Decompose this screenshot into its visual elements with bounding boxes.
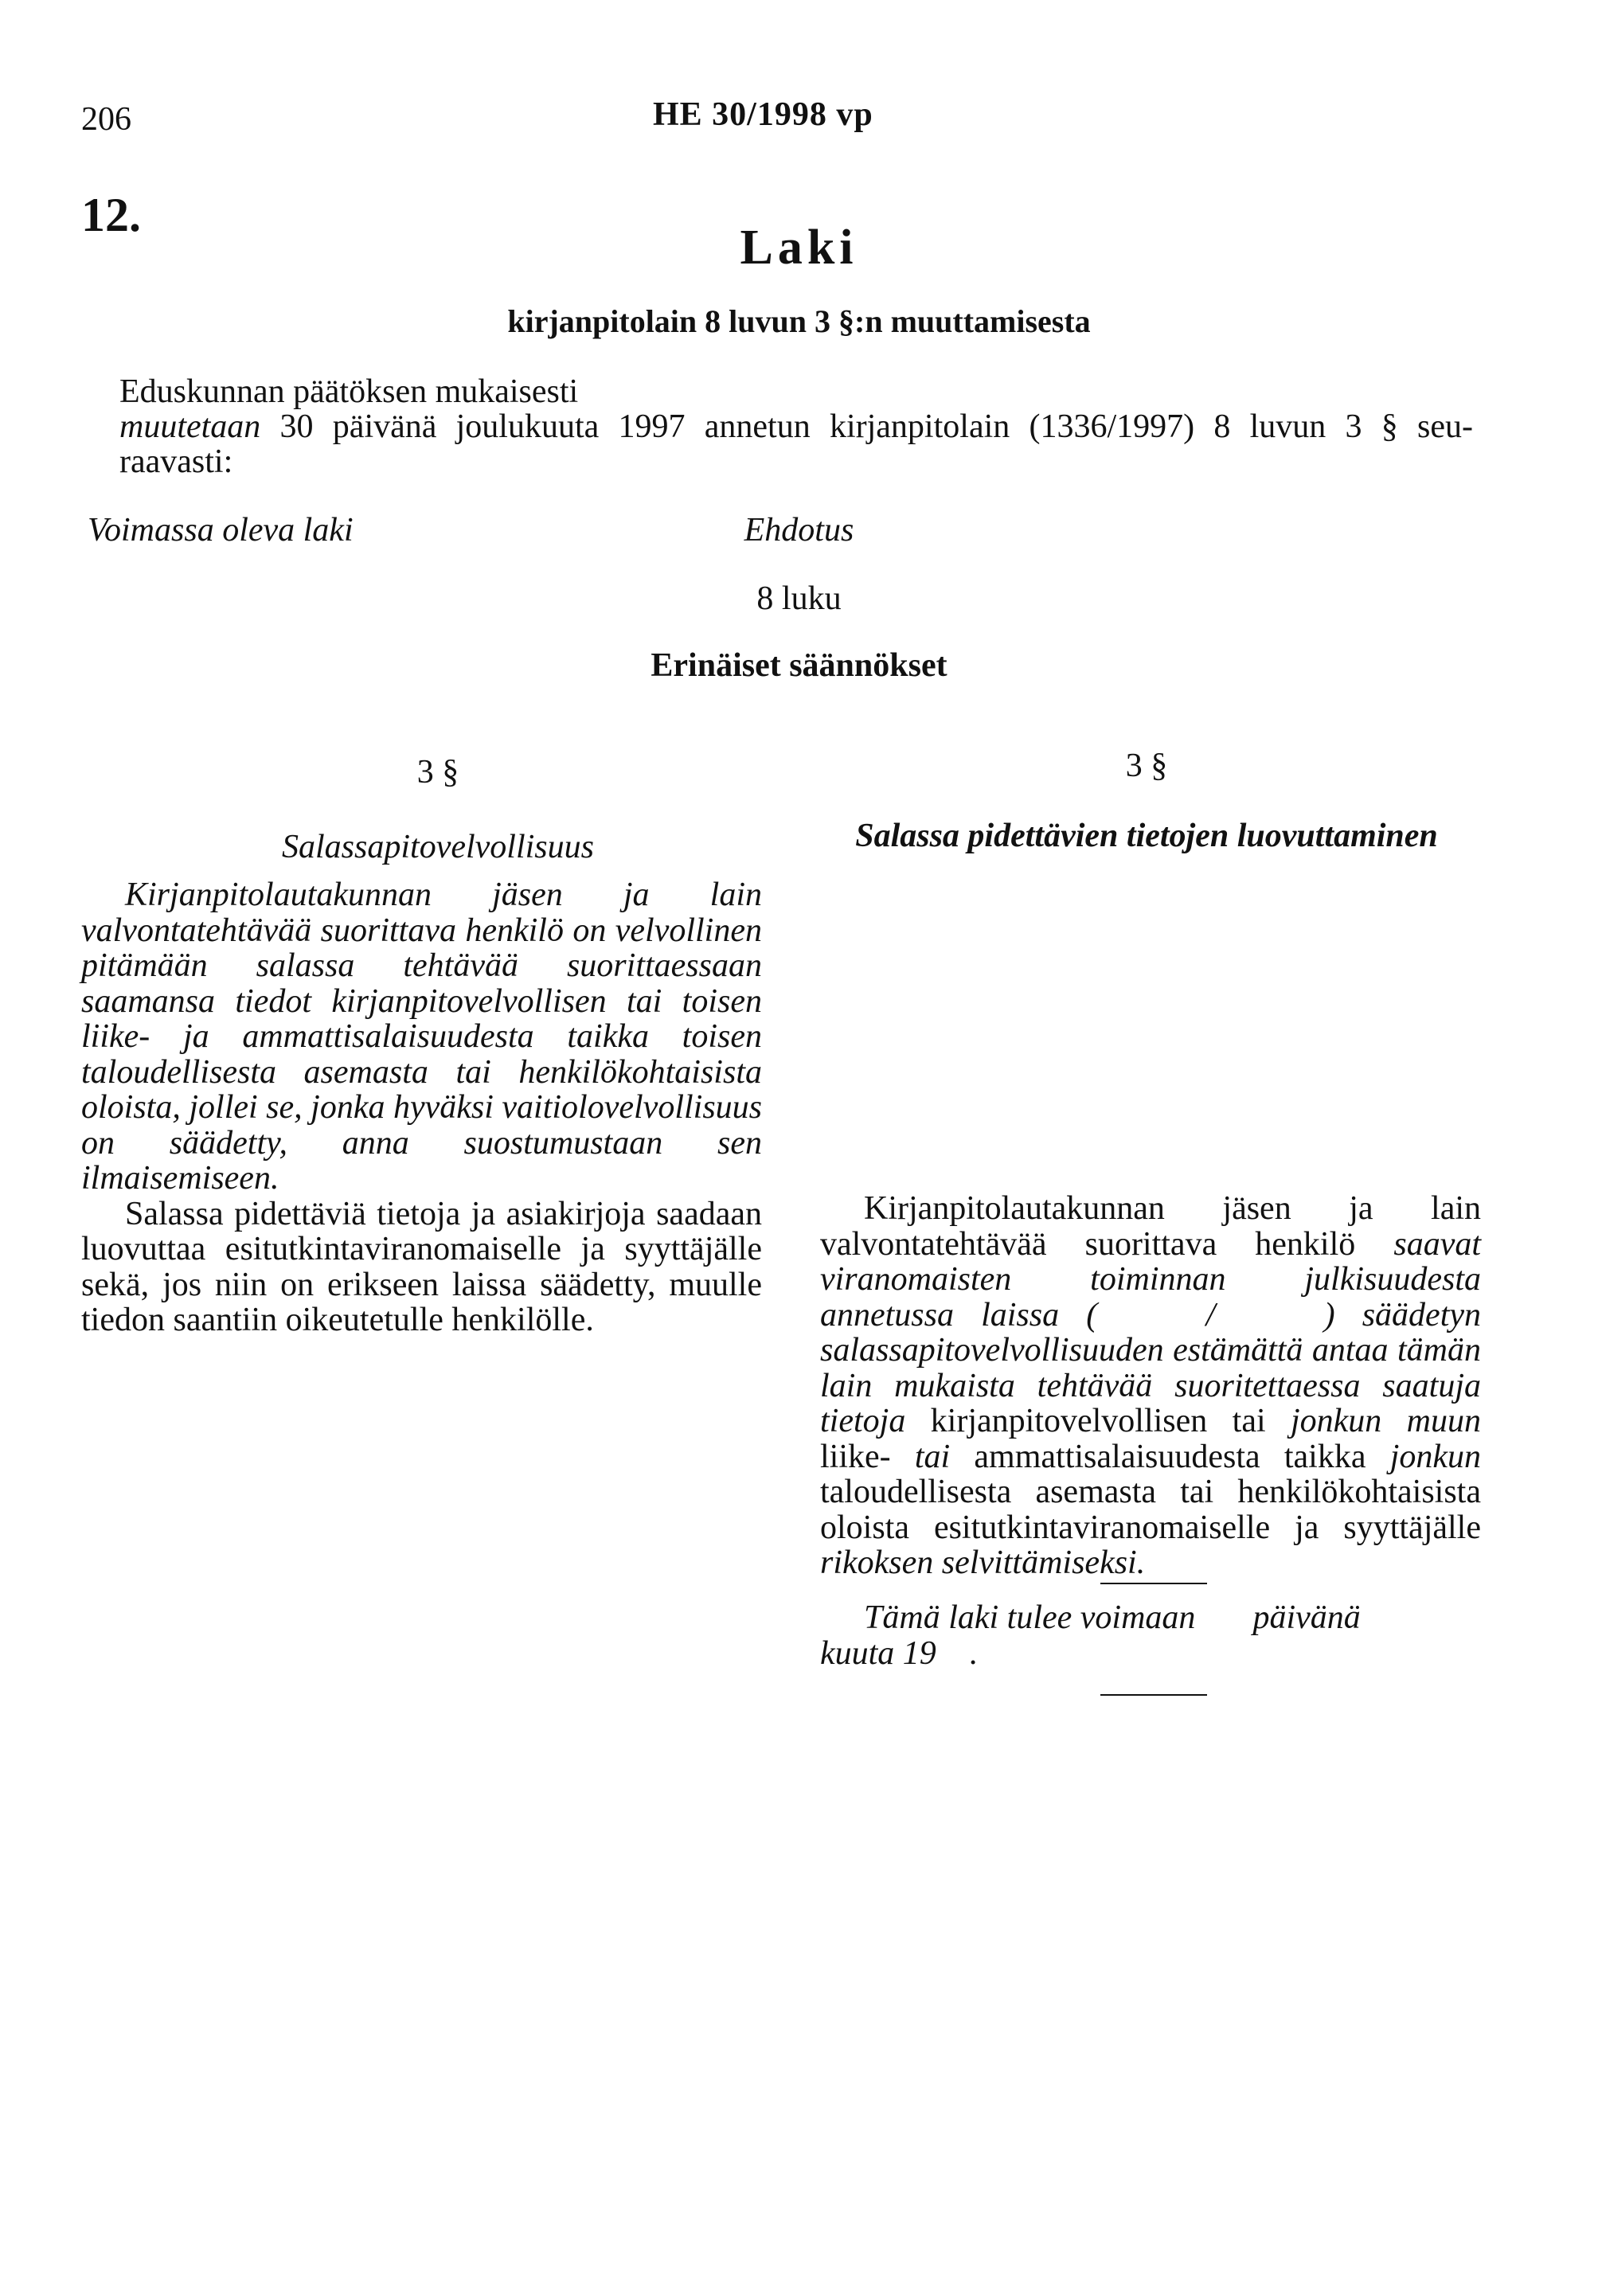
proposed-text-3: / xyxy=(1205,1296,1216,1333)
current-law-text xyxy=(81,877,762,1338)
entry-text-a: Tämä laki tulee voimaan xyxy=(864,1599,1196,1636)
page-number: 206 xyxy=(81,101,131,138)
blank-space xyxy=(1097,1297,1205,1333)
current-law-heading: Voimassa oleva laki xyxy=(88,512,354,549)
enactment-line-1: Eduskunnan päätöksen mukaisesti xyxy=(119,373,579,410)
chapter-title: Erinäiset säännökset xyxy=(651,647,947,684)
proposed-text-2: saavat viranomaisten toiminnan julkisuudesta annetussa laissa ( xyxy=(820,1225,1481,1333)
proposed-text-11: taloudellisesta asemasta tai henkilökohtaisista oloista esitutkintaviranomaiselle ja syyttäjälle xyxy=(820,1474,1481,1546)
current-paragraph-1: Kirjanpitolautakunnan jäsen ja lain valvontatehtävää suorittava henkilö on velvollinen pitämään salassa tehtävää suorittaessaan saamansa tiedot kirjanpitovelvollisen tai toisen liike- ja ammattisalaisuudesta taikka toisen taloudellisesta asemasta tai henkilökohtaisista oloista, jollei se, jonka hyväksi vaitiolovelvollisuus on säädetty, anna suostumustaan sen ilmaisemiseen. xyxy=(81,877,763,1197)
entry-line-2 xyxy=(820,1636,1481,1672)
running-head: HE 30/1998 vp xyxy=(653,96,873,133)
law-number: 12. xyxy=(81,189,141,241)
law-title: Laki xyxy=(740,221,858,275)
entry-text-d: . xyxy=(969,1634,979,1672)
entry-line-1 xyxy=(820,1600,1481,1636)
law-subtitle: kirjanpitolain 8 luvun 3 §:n muuttamisesta xyxy=(507,303,1091,339)
proposed-text-6: jonkun muun xyxy=(1290,1403,1481,1439)
enactment-verb: muutetaan xyxy=(119,408,261,445)
entry-into-force-clause xyxy=(820,1600,1481,1671)
proposal-heading: Ehdotus xyxy=(744,512,854,549)
proposed-text-5: kirjanpitovelvollisen tai xyxy=(905,1403,1291,1439)
enactment-clause xyxy=(119,374,1473,479)
proposed-text-12: rikoksen selvittämiseksi. xyxy=(820,1544,1146,1581)
section-divider xyxy=(1100,1583,1207,1584)
current-section-number: 3 § xyxy=(416,754,459,791)
proposed-text-9: ammattisalaisuudesta taikka xyxy=(950,1438,1390,1475)
proposed-section-title: Salassa pidettävien tietojen luovuttaminen xyxy=(855,818,1438,854)
proposed-section-number: 3 § xyxy=(1125,748,1168,784)
enactment-line-3: raavasti: xyxy=(119,443,233,480)
enactment-line-2 xyxy=(119,409,1473,444)
current-section-title: Salassapitovelvollisuus xyxy=(282,829,594,865)
proposed-text-4: ) säädetyn salassapitovelvollisuuden estämättä antaa tämän lain mukaista tehtävää suoritettaessa saatuja tietoja xyxy=(820,1296,1482,1439)
proposed-text-8: tai xyxy=(914,1438,951,1475)
blank-space xyxy=(1215,1297,1323,1333)
chapter-number: 8 luku xyxy=(756,580,842,617)
proposed-paragraph-1 xyxy=(820,1191,1481,1581)
end-divider xyxy=(1100,1694,1207,1696)
proposed-law-text xyxy=(820,1191,1481,1581)
entry-text-b: päivänä xyxy=(1252,1599,1361,1636)
proposed-text-10: jonkun xyxy=(1389,1438,1482,1475)
proposed-text-7: liike- xyxy=(820,1438,915,1475)
proposed-text-1: Kirjanpitolautakunnan jäsen ja lain valvontatehtävää suorittava henkilö xyxy=(820,1190,1481,1263)
current-paragraph-2: Salassa pidettäviä tietoja ja asiakirjoja saadaan luovuttaa esitutkintaviranomaiselle ja syyttäjälle sekä, jos niin on erikseen laissa säädetty, muulle tiedon saantiin oikeutetulle henkilölle. xyxy=(81,1195,762,1338)
blank-space xyxy=(936,1635,970,1672)
enactment-line-2-rest: 30 päivänä joulukuuta 1997 annetun kirjanpitolain (1336/1997) 8 luvun 3 § seu- xyxy=(260,408,1473,445)
entry-text-c: kuuta 19 xyxy=(820,1634,936,1672)
